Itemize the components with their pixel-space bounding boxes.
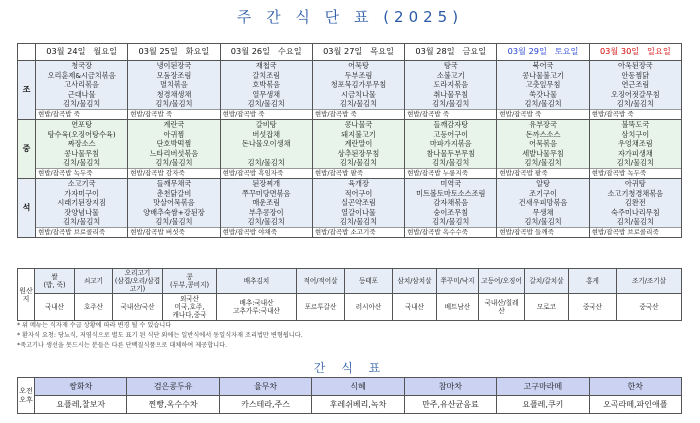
menu-item: 양배추숙쌈+강된장: [143, 207, 205, 217]
origin-item: 오리고기 (삼겹/오리/삼겹고기): [113, 269, 163, 294]
origin-item: 쌀 (밥, 죽): [35, 269, 75, 294]
meal-cell: [589, 61, 681, 120]
snack-am: 한차: [589, 378, 681, 396]
note-line: * 환자식 요청: 당뇨식, 저염식으로 별도 표기 된 식단 외에는 일반식에서 동일식자재 조리법만 변형됩니다.: [17, 332, 303, 339]
day-name: 화요일: [185, 46, 210, 57]
menu-item: 도라지볶음: [433, 80, 469, 90]
rice-porridge-line: 현밥/잡곡밥 들깨죽: [497, 227, 588, 237]
snack-am: 참마차: [404, 378, 496, 396]
menu-item: 시금치나물: [341, 89, 376, 99]
menu-item: 김치/물김치: [524, 217, 562, 227]
meal-label: 조: [18, 61, 36, 120]
rice-porridge-line: 현밥/잡곡밥 죽: [313, 109, 404, 119]
menu-item: 미역국: [440, 178, 462, 188]
menu-item: 건새우피망볶음: [518, 198, 568, 208]
day-date: 03월 28일: [415, 46, 455, 57]
corner-cell: [18, 44, 36, 61]
menu-item: 김치/물김치: [63, 217, 101, 227]
menu-item: 시래기된장지짐: [57, 198, 106, 208]
day-name: 목요일: [370, 46, 394, 57]
menu-item: 우엉채조림: [617, 139, 653, 149]
menu-item: 소고기청경채볶음: [607, 188, 664, 198]
menu-item: 단호박떡찜: [156, 139, 192, 149]
meal-cell: [36, 178, 128, 237]
menu-item: 불뚝도국: [621, 119, 650, 129]
note-line: * 위 메뉴는 식자재 수급 상황에 따라 변경 될 수 있습니다: [17, 322, 172, 329]
meal-row: [18, 119, 682, 178]
day-name: 수요일: [277, 46, 302, 57]
menu-item: 적어구이: [344, 188, 373, 198]
origin-item: 콩 (두부,콩비지): [163, 269, 217, 294]
menu-item: 안동찜닭: [621, 70, 650, 80]
meal-cell: [497, 61, 589, 120]
menu-item: 모둠장조림: [156, 70, 192, 80]
snack-title: 간 식 표: [313, 361, 387, 375]
origin-country: 모로코: [525, 294, 569, 321]
origin-country: 배추:국내산 고추가루:국내산: [217, 294, 297, 321]
menu-item: 김치/물김치: [616, 158, 654, 168]
weekly-menu-table: [17, 43, 682, 238]
page-title: 주 간 식 단 표 (2025): [236, 8, 464, 26]
meal-cell: [128, 119, 220, 178]
snack-pm: 찐빵,옥수수차: [127, 396, 219, 414]
origin-country: 중국산: [569, 294, 617, 321]
rice-porridge-line: 현밥/잡곡밥 브로콜리죽: [36, 227, 127, 237]
menu-item: 돈나물오이생채: [241, 139, 291, 149]
rice-porridge-line: 현밥/잡곡밥 죽: [405, 109, 496, 119]
snack-am-label: 오전: [19, 386, 33, 395]
origin-item: 쇠고기: [75, 269, 113, 294]
meal-cell: [405, 61, 497, 120]
rice-porridge-line: 현밥/잡곡밥 소고기죽: [313, 227, 404, 237]
origin-country: 외국산 미국,호주, 캐나다,중국: [163, 294, 217, 321]
menu-item: 근대나물: [67, 89, 96, 99]
menu-item: 재첩국: [255, 61, 277, 70]
day-date: 03월 25일: [138, 46, 178, 57]
rice-porridge-line: 현밥/잡곡밥 버섯죽: [128, 227, 219, 237]
menu-item: 김치/물김치: [339, 217, 378, 227]
menu-item: 고등어구이: [433, 129, 469, 139]
menu-item: 된장찌개: [252, 178, 281, 188]
meal-cell: [312, 61, 404, 120]
origin-item: 삼치/삼치살: [393, 269, 437, 294]
meal-row: [18, 61, 682, 120]
day-date: 03월 27일: [323, 46, 363, 57]
rice-porridge-line: 현밥/잡곡밥 죽: [221, 109, 312, 119]
menu-item: 맛살어묵볶음: [153, 198, 195, 208]
meal-cell: [128, 178, 220, 237]
menu-item: 아귀탕: [624, 178, 646, 188]
menu-item: 쑥갓나물: [529, 89, 557, 99]
meal-cell: [405, 119, 497, 178]
notes: [17, 321, 303, 351]
menu-item: 상추된장무침: [337, 148, 380, 158]
menu-item: 연포탕: [71, 119, 93, 129]
menu-item: 아욱된장국: [617, 61, 653, 70]
snack-am: 율무차: [219, 378, 311, 396]
rice-porridge-line: 현밥/잡곡밥 죽: [590, 109, 681, 119]
rice-porridge-line: 현밥/잡곡밥 야채죽: [221, 227, 312, 237]
snack-am-row: [18, 378, 682, 396]
menu-item: 김치/물김치: [247, 158, 285, 168]
meal-cell: [220, 61, 312, 120]
origin-item: 고등어/오징어: [479, 269, 525, 294]
menu-item: 고사리볶음: [64, 80, 99, 90]
menu-item: 콩나물무침: [64, 148, 99, 158]
menu-item: 김치/물김치: [616, 99, 654, 109]
origin-item: 홍게: [569, 269, 617, 294]
menu-item: 자가피생채: [617, 148, 653, 158]
menu-item: 감자채볶음: [433, 198, 469, 208]
menu-item: 유부장국: [529, 119, 557, 129]
origin-country: 국내산: [393, 294, 437, 321]
snack-pm: 요플레,찰보자: [35, 396, 127, 414]
rice-porridge-line: 현밥/잡곡밥 흑임자죽: [221, 168, 312, 178]
menu-item: 청경채생채: [156, 89, 192, 99]
menu-item: 김치/물김치: [339, 158, 378, 168]
menu-item: 어묵볶음: [529, 139, 557, 149]
origin-item: 배추김치: [217, 269, 297, 294]
menu-item: 김치/물김치: [155, 217, 193, 227]
menu-item: [221, 149, 312, 159]
day-header: [497, 44, 589, 61]
day-header: [589, 44, 681, 61]
menu-item: 김치/물김치: [155, 99, 193, 109]
menu-item: 육개장: [348, 178, 369, 188]
meal-cell: [405, 178, 497, 237]
menu-item: 김치/물김치: [432, 158, 470, 168]
snack-pm: 오곡라떼,파인애플: [589, 396, 681, 414]
menu-item: 소불고기: [436, 70, 465, 80]
day-date: 03월 26일: [230, 46, 271, 57]
origin-country: 러시아산: [345, 294, 393, 321]
menu-item: 김치/물김치: [616, 217, 654, 227]
snack-pm: 만주,유산균음료: [404, 396, 496, 414]
menu-item: 소고기국: [67, 178, 96, 188]
snack-am: 고구마라떼: [497, 378, 589, 396]
menu-item: 열갈이나물: [341, 207, 376, 217]
day-header: [405, 44, 497, 61]
meal-cell: [589, 178, 681, 237]
meal-row: [18, 178, 682, 237]
day-header: [128, 44, 220, 61]
note-line: *죽고기나 생선을 못드시는 분들은 다른 단백질식품으로 대체하여 제공합니다.: [17, 342, 228, 349]
menu-item: 짜장소스: [67, 139, 96, 149]
origin-country: 중국산: [617, 294, 682, 321]
origin-country: 호주산: [75, 294, 113, 321]
day-name: 토요일: [554, 46, 579, 57]
day-header: [220, 44, 312, 61]
day-name: 월요일: [93, 46, 118, 57]
menu-item: 조기구이: [529, 188, 557, 198]
menu-item: 냉이된장국: [156, 61, 192, 70]
origin-item: 쭈꾸미/낙지: [437, 269, 479, 294]
origin-country: 국내산: [35, 294, 75, 321]
origin-table: [17, 268, 682, 321]
menu-item: 가자미구이: [64, 188, 99, 198]
menu-item: 갈비탕: [255, 119, 277, 129]
menu-item: 김치/물김치: [247, 99, 285, 109]
origin-label: 원산지: [18, 269, 35, 321]
meal-cell: [312, 178, 404, 237]
meal-cell: [128, 61, 220, 120]
meal-cell: [220, 178, 312, 237]
day-name: 일요일: [647, 46, 671, 57]
menu-item: 계란국: [163, 119, 185, 129]
menu-item: 무생채: [532, 207, 554, 217]
menu-item: 세발나물무침: [522, 148, 564, 158]
menu-item: 들깨무채국: [156, 178, 192, 188]
menu-item: 매운조림: [252, 198, 281, 208]
snack-pm-label: 오후: [19, 395, 33, 404]
menu-item: 참나물두부무침: [426, 148, 476, 158]
menu-item: 청국장: [71, 61, 93, 70]
menu-item: 부추콩장이: [248, 207, 284, 217]
meal-cell: [497, 119, 589, 178]
menu-item: 김치/물김치: [155, 158, 193, 168]
meal-cell: [220, 119, 312, 178]
menu-item: 김치/물김치: [63, 158, 101, 168]
menu-item: 느타리버섯볶음: [149, 148, 199, 158]
menu-item: 쭈꾸미당면볶음: [241, 188, 291, 198]
rice-porridge-line: 현밥/잡곡밥 죽: [497, 109, 588, 119]
origin-item: 갈치/갈치살: [525, 269, 569, 294]
menu-item: 버섯잡채: [252, 129, 281, 139]
snack-am: 검은콩두유: [127, 378, 219, 396]
menu-item: 김치/물김치: [524, 99, 562, 109]
menu-item: 돈까스소스: [525, 129, 561, 139]
menu-header-row: [18, 44, 682, 61]
rice-porridge-line: 현밥/잡곡밥 죽: [36, 109, 127, 119]
rice-porridge-line: 현밥/잡곡밥 누룽지죽: [405, 168, 496, 178]
origin-item: 적어/적어살: [297, 269, 345, 294]
meal-cell: [497, 178, 589, 237]
menu-item: 김치/물김치: [339, 99, 378, 109]
snack-pm: 카스테라,주스: [219, 396, 311, 414]
rice-porridge-line: 현밥/잡곡밥 녹두죽: [36, 168, 127, 178]
menu-item: 고춧잎무침: [525, 80, 561, 90]
meal-cell: [36, 119, 128, 178]
rice-porridge-line: 현밥/잡곡밥 팥죽: [313, 168, 404, 178]
origin-item: 등태포: [345, 269, 393, 294]
menu-item: 마파가지볶음: [429, 139, 472, 149]
menu-item: 탕수육(오징어탕수육): [47, 129, 116, 139]
origin-country: 국내산/칠레 산: [479, 294, 525, 321]
day-date: 03월 30일: [599, 46, 640, 57]
menu-item: 춘천닭갈비: [156, 188, 192, 198]
menu-item: 콩나물불고기: [522, 70, 564, 80]
origin-value-row: [18, 294, 682, 321]
day-date: 03월 24일: [46, 46, 86, 57]
menu-item: 돼지불고기: [341, 129, 376, 139]
snack-table: [17, 377, 682, 414]
menu-item: 김치/물김치: [432, 99, 470, 109]
menu-item: 숭이조무침: [433, 207, 469, 217]
menu-item: 오리훈제&시금치볶음: [47, 70, 116, 80]
menu-item: 미트볼토마토소스조림: [416, 188, 486, 198]
menu-item: 아귀찜: [163, 129, 185, 139]
menu-item: 탕국: [443, 61, 458, 70]
menu-item: 숙주미나리무침: [611, 207, 660, 217]
menu-item: 김치/물김치: [247, 217, 285, 227]
menu-item: 연근조림: [621, 80, 650, 90]
day-name: 금요일: [462, 46, 487, 57]
rice-porridge-line: 현밥/잡곡밥 옥수수죽: [405, 227, 496, 237]
menu-item: 어묵탕: [348, 61, 369, 70]
snack-pm: 후레쉬베리,녹차: [312, 396, 404, 414]
rice-porridge-line: 현밥/잡곡밥 팥죽: [497, 168, 588, 178]
menu-item: 김완전: [624, 198, 646, 208]
menu-item: 실곤약조림: [341, 198, 376, 208]
menu-item: 김치/물김치: [63, 99, 101, 109]
meal-cell: [312, 119, 404, 178]
origin-country: 국내산/국산: [113, 294, 163, 321]
snack-pm-row: [18, 396, 682, 414]
menu-item: 알탕: [536, 178, 550, 188]
snack-side-label: [18, 378, 35, 414]
menu-item: 멸치볶음: [160, 80, 188, 90]
menu-item: 계란말이: [344, 139, 373, 149]
day-date: 03월 29일: [507, 46, 547, 57]
menu-item: 갈치조림: [252, 70, 281, 80]
origin-header-row: [18, 269, 682, 294]
origin-country: 포르투갈산: [297, 294, 345, 321]
meal-cell: [36, 61, 128, 120]
menu-item: 취나물무침: [433, 89, 469, 99]
snack-am: 쌍화차: [35, 378, 127, 396]
day-header: [36, 44, 128, 61]
menu-item: 두부조림: [344, 70, 373, 80]
menu-item: 열무생채: [252, 89, 281, 99]
menu-item: 삼치구이: [621, 129, 650, 139]
menu-item: 김치/물김치: [524, 158, 562, 168]
menu-item: 북어국: [532, 61, 554, 70]
snack-pm: 요플레,쿠키: [497, 396, 589, 414]
meal-cell: [589, 119, 681, 178]
menu-item: 잣양념나물: [64, 207, 99, 217]
menu-item: 오징어젓갈무침: [611, 89, 660, 99]
snack-am: 식혜: [312, 378, 404, 396]
menu-item: 청포묵김가루무침: [330, 80, 387, 90]
menu-item: 김치/물김치: [432, 217, 470, 227]
rice-porridge-line: 현밥/잡곡밥 녹두죽: [590, 168, 681, 178]
rice-porridge-line: 현밥/잡곡밥 감자죽: [128, 168, 219, 178]
origin-item: 조기/조기살: [617, 269, 682, 294]
day-header: [312, 44, 404, 61]
menu-item: 호박볶음: [252, 80, 281, 90]
menu-item: 콩나물국: [344, 119, 373, 129]
rice-porridge-line: 현밥/잡곡밥 브로콜리죽: [590, 227, 681, 237]
origin-country: 베트남산: [437, 294, 479, 321]
rice-porridge-line: 현밥/잡곡밥 죽: [128, 109, 219, 119]
menu-item: 들깨감자탕: [433, 119, 469, 129]
meal-label: 석: [18, 178, 36, 237]
meal-label: 중: [18, 119, 36, 178]
